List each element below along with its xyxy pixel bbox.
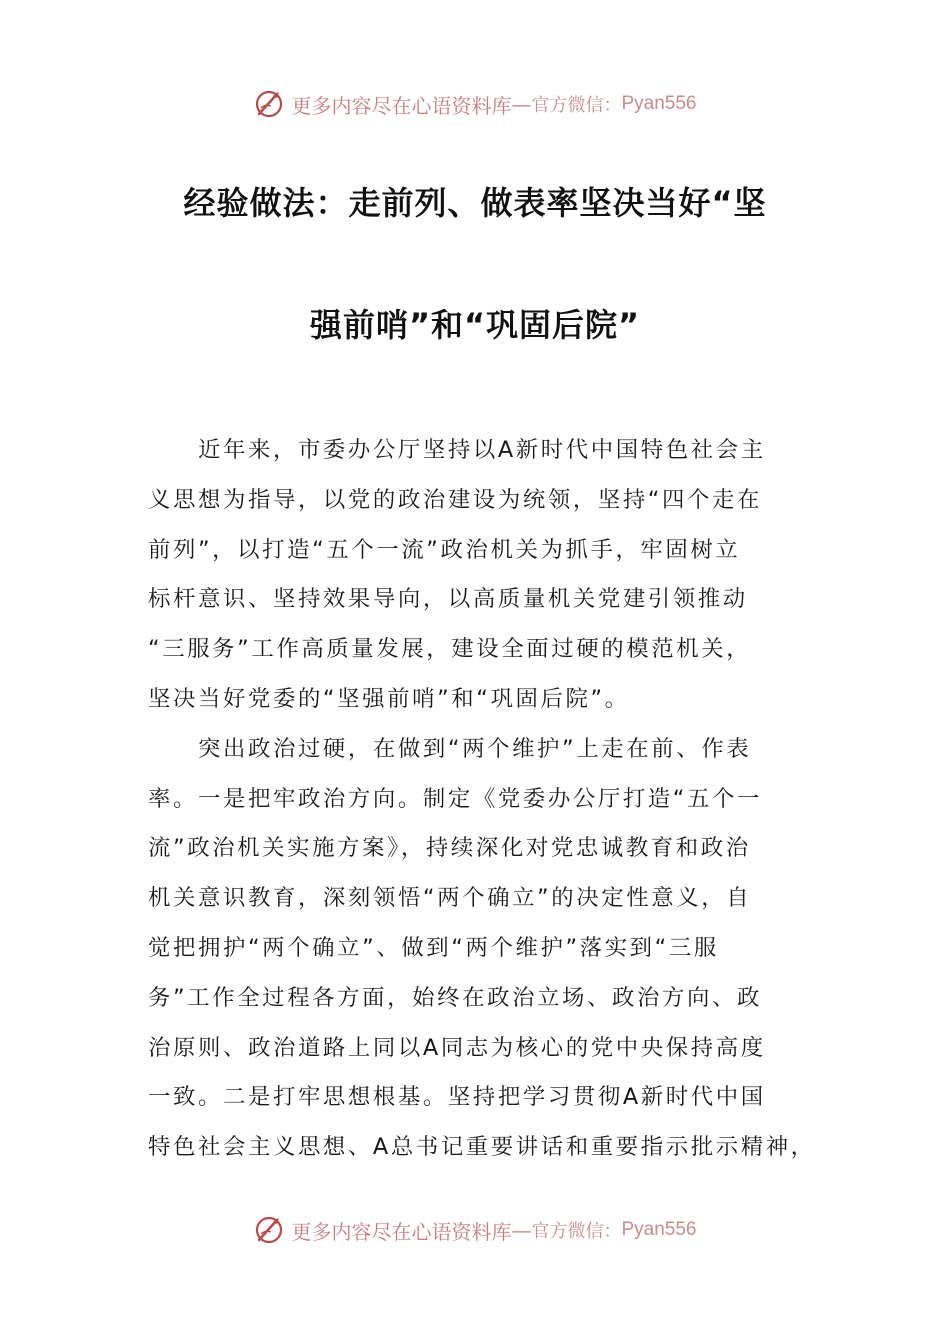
- watermark-contact-label: 官方微信：: [531, 1221, 622, 1242]
- body-line: 坚决当好党委的“坚强前哨”和“巩固后院”。: [148, 685, 630, 712]
- pen-circle-logo-icon: [253, 1214, 285, 1246]
- document-body: [148, 426, 818, 1173]
- watermark-main-text: 更多内容尽在心语资料库: [291, 93, 512, 118]
- watermark-separator: —: [511, 92, 532, 116]
- body-line: 觉把拥护“两个确立”、做到“两个维护”落实到“三服: [148, 934, 719, 961]
- body-line: 率。一是把牢政治方向。制定《党委办公厅打造“五个一: [148, 785, 762, 812]
- body-line: 一致。二是打牢思想根基。坚持把学习贯彻A新时代中国: [148, 1084, 766, 1111]
- document-title-line-2: 强前哨”和“巩固后院”: [309, 306, 641, 344]
- body-line: 治原则、政治道路上同以A同志为核心的党中央保持高度: [148, 1034, 766, 1061]
- body-line: 流”政治机关实施方案》，持续深化对党忠诚教育和政治: [148, 835, 751, 862]
- body-line: 近年来，市委办公厅坚持以A新时代中国特色社会主: [148, 437, 766, 463]
- watermark-separator: —: [511, 1218, 532, 1242]
- body-line: 务”工作全过程各方面，始终在政治立场、政治方向、政: [148, 984, 762, 1011]
- body-line: 前列”，以打造“五个一流”政治机关为抓手，牢固树立: [148, 536, 741, 563]
- body-line: 标杆意识、坚持效果导向，以高质量机关党建引领推动: [148, 586, 748, 613]
- body-line: 机关意识教育，深刻领悟“两个确立”的决定性意义，自: [148, 885, 752, 912]
- footer-watermark: [0, 1212, 950, 1248]
- body-line: 义思想为指导，以党的政治建设为统领，坚持“四个走在: [148, 486, 762, 513]
- document-title-line-1: 经验做法：走前列、做表率坚决当好“坚: [183, 184, 767, 222]
- header-watermark: [0, 86, 950, 122]
- body-line: “三服务”工作高质量发展，建设全面过硬的模范机关，: [148, 636, 752, 663]
- watermark-main-text: 更多内容尽在心语资料库: [291, 1219, 512, 1244]
- pen-circle-logo-icon: [253, 88, 285, 120]
- watermark-contact-label: 官方微信：: [531, 95, 622, 116]
- body-line: 特色社会主义思想、A总书记重要讲话和重要指示批示精神，: [148, 1134, 816, 1161]
- body-line: 突出政治过硬，在做到“两个维护”上走在前、作表: [148, 735, 752, 762]
- watermark-contact-id: Pyan556: [621, 93, 697, 114]
- watermark-contact-id: Pyan556: [621, 1219, 697, 1240]
